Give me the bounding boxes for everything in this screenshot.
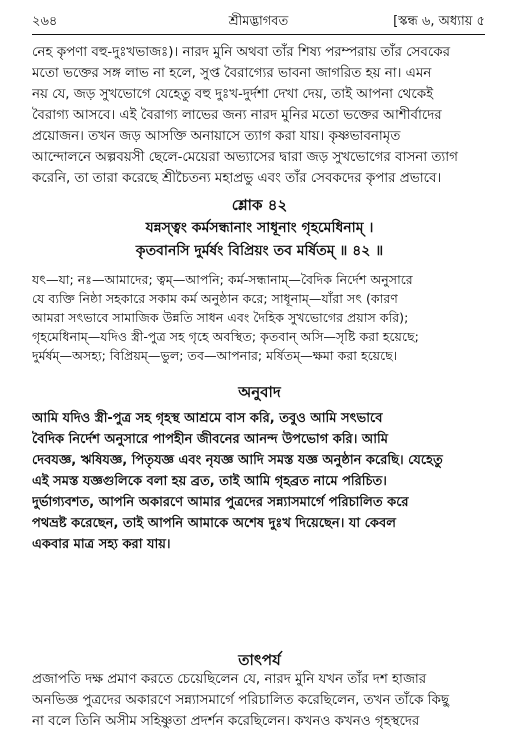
paragraph-line: নেহ কৃপণা বহু-দুঃখভাজঃ)। নারদ মুনি অথবা তাঁর শিষ্য পরম্পরায় তাঁর সেবকের bbox=[32, 45, 450, 60]
verse-line-2: কৃতবানসি দুর্মর্ষং বিপ্রিয়ং তব মর্ষিতম্ ॥ ৪২ ॥ bbox=[135, 243, 384, 259]
synonyms-line: যে ব্যক্তি নিষ্ঠা সহকারে সকাম কর্ম অনুষ্ঠান করে; সাধূনাম্—যাঁরা সৎ (কারণ bbox=[32, 291, 398, 306]
page-number: ২৬৪ bbox=[32, 14, 58, 29]
synonyms-line: গৃহমেধিনাম্—যদিও স্ত্রী-পুত্র সহ গৃহে অবস্থিত; কৃতবান্ অসি—সৃষ্টি করা হয়েছে; bbox=[32, 329, 419, 344]
page-header bbox=[32, 12, 485, 32]
purport-line: না বলে তিনি অসীম সহিষ্ণুতা প্রদর্শন করেছিলেন। কখনও কখনও গৃহস্থদের bbox=[32, 714, 420, 729]
chapter-reference: [স্কন্ধ ৬, অধ্যায় ৫ bbox=[393, 14, 485, 29]
verse-heading: শ্লোক ৪২ bbox=[231, 196, 288, 214]
purport-paragraph bbox=[32, 669, 487, 732]
translation-line: বৈদিক নির্দেশ অনুসারে পাপহীন জীবনের আনন্দ উপভোগ করি। আমি bbox=[32, 432, 388, 447]
translation-line: দেবযজ্ঞ, ঋষিযজ্ঞ, পিতৃযজ্ঞ এবং নৃযজ্ঞ আদি সমস্ত যজ্ঞ অনুষ্ঠান করেছি। যেহেতু bbox=[32, 453, 443, 468]
paragraph-line: প্রয়োজন। তখন জড় আসক্তি অনায়াসে ত্যাগ করা যায়। কৃষ্ণভাবনামৃত bbox=[32, 129, 401, 144]
paragraph-line: মতো ভক্তের সঙ্গ লাভ না হলে, সুপ্ত বৈরাগ্যের ভাবনা জাগরিত হয় না। এমন bbox=[32, 66, 432, 81]
translation-paragraph bbox=[32, 408, 487, 555]
translation-heading: অনুবাদ bbox=[238, 383, 281, 401]
synonyms-line: যৎ—যা; নঃ—আমাদের; ত্বম্—আপনি; কর্ম-সন্ধানাম্—বৈদিক নির্দেশ অনুসারে bbox=[32, 272, 413, 287]
translation-line: পথভ্রষ্ট করেছেন, তাই আপনি আমাকে অশেষ দুঃখ দিয়েছেন। যা কেবল bbox=[32, 516, 396, 531]
book-title: শ্রীমদ্ভাগবত bbox=[228, 14, 289, 29]
purport-heading: তাৎপর্য bbox=[238, 651, 281, 669]
intro-paragraph bbox=[32, 42, 487, 189]
paragraph-line: আন্দোলনে অল্পবয়সী ছেলে-মেয়েরা অভ্যাসের দ্বারা জড় সুখভোগের বাসনা ত্যাগ bbox=[32, 150, 458, 165]
synonyms-paragraph bbox=[32, 270, 487, 365]
synonyms-line: দুর্মর্ষম্—অসহ্য; বিপ্রিয়ম্—ভুল; তব—আপনার; মর্ষিতম্—ক্ষমা করা হয়েছে। bbox=[32, 348, 398, 363]
translation-line: একবার মাত্র সহ্য করা যায়। bbox=[32, 537, 171, 552]
translation-line: দুর্ভাগ্যবশত, আপনি অকারণে আমার পুত্রদের সন্ন্যাসমার্গে পরিচালিত করে bbox=[32, 495, 409, 510]
paragraph-line: করেনি, তা তারা করেছে শ্রীচৈতন্য মহাপ্রভু এবং তাঁর সেবকদের কৃপার প্রভাবে। bbox=[32, 171, 442, 186]
translation-line: আমি যদিও স্ত্রী-পুত্র সহ গৃহস্থ আশ্রমে বাস করি, তবুও আমি সৎভাবে bbox=[32, 411, 383, 426]
paragraph-line: নয় যে, জড় সুখভোগে যেহেতু বহু দুঃখ-দুর্দশা দেখা দেয়, তাই আপনা থেকেই bbox=[32, 87, 434, 102]
translation-line: এই সমস্ত যজ্ঞগুলিকে বলা হয় ব্রত, তাই আমি গৃহব্রত নামে পরিচিত। bbox=[32, 474, 387, 489]
purport-line: অনভিজ্ঞ পুত্রদের অকারণে সন্ন্যাসমার্গে পরিচালিত করেছিলেন, তখন তাঁকে কিছু bbox=[32, 693, 449, 708]
verse-line-1: যন্নস্ত্বং কর্মসন্ধানাং সাধূনাং গৃহমেধিনাম্ । bbox=[145, 220, 374, 236]
synonyms-line: আমরা সৎভাবে সামাজিক উন্নতি সাধন এবং দৈহিক সুখভোগের প্রয়াস করি); bbox=[32, 310, 409, 325]
purport-line: প্রজাপতি দক্ষ প্রমাণ করতে চেয়েছিলেন যে, নারদ মুনি যখন তাঁর দশ হাজার bbox=[32, 672, 427, 687]
paragraph-line: বৈরাগ্য আসবে। এই বৈরাগ্য লাভের জন্য নারদ মুনির মতো ভক্তের আশীর্বাদের bbox=[32, 108, 442, 123]
header-rule bbox=[32, 34, 485, 35]
